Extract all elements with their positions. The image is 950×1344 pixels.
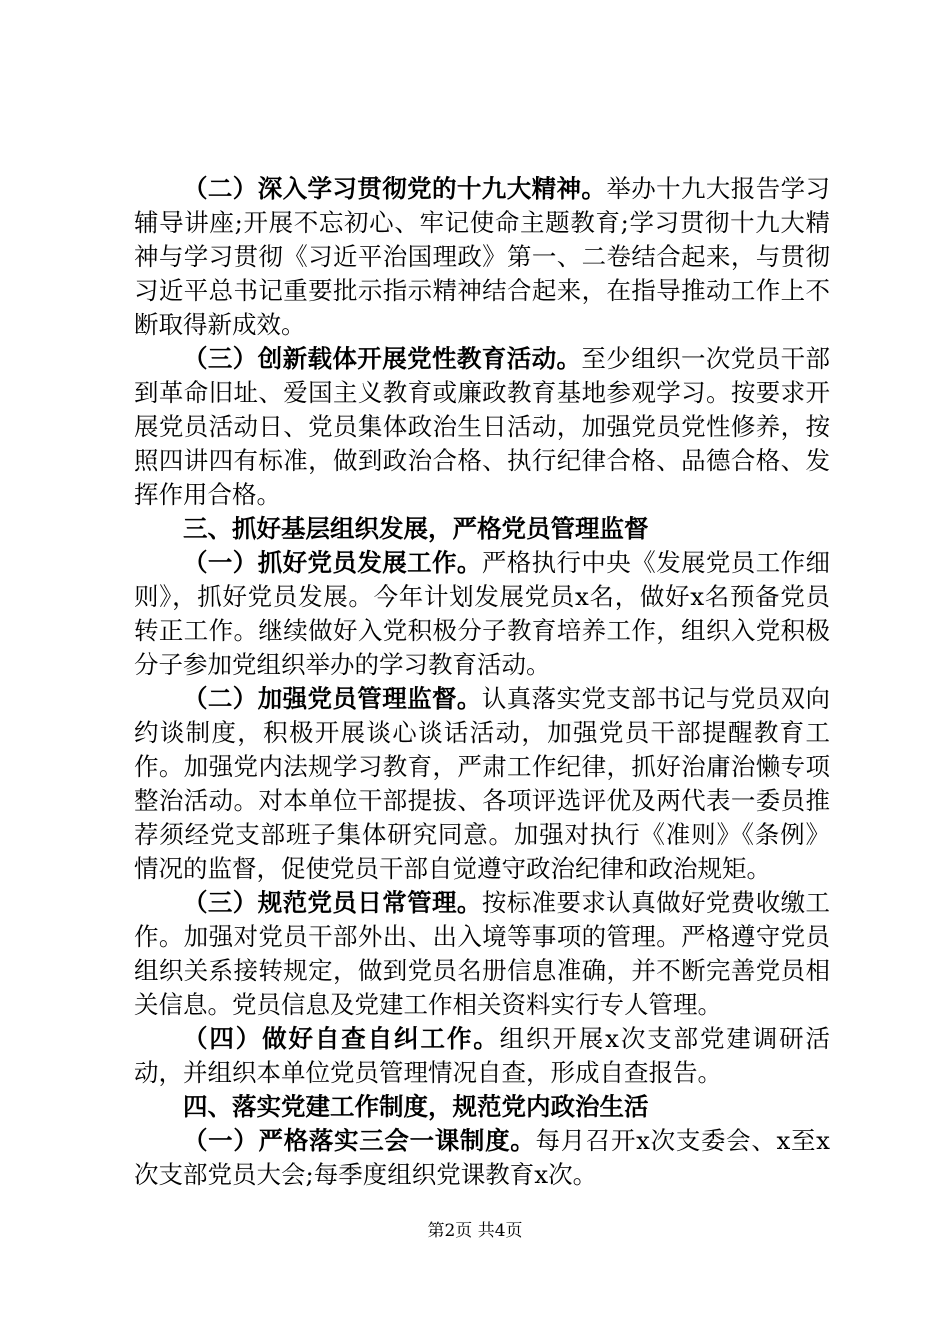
- paragraph: [134, 546, 830, 682]
- paragraph: [134, 1022, 830, 1090]
- paragraph-heading: （三）规范党员日常管理。: [183, 888, 482, 917]
- paragraph-body: 至少组织一次党员干部到革命旧址、爱国主义教育或廉政教育基地参观学习。按要求开展党员活动日、党员集体政治生日活动，加强党员党性修养，按照四讲四有标准，做到政治合格、执行纪律合格、品德合格、发挥作用合格。: [134, 344, 831, 509]
- paragraph: [134, 682, 830, 886]
- paragraph: [134, 1124, 830, 1192]
- paragraph-heading: （二）深入学习贯彻党的十九大精神。: [183, 174, 607, 203]
- paragraph: [134, 172, 830, 342]
- paragraph-heading: （一）抓好党员发展工作。: [183, 548, 482, 577]
- paragraph-body: 组织开展x次支部党建调研活动，并组织本单位党员管理情况自查，形成自查报告。: [134, 1024, 830, 1087]
- section-heading: 四、落实党建工作制度，规范党内政治生活: [183, 1092, 649, 1121]
- section-heading: 三、抓好基层组织发展，严格党员管理监督: [183, 514, 649, 543]
- paragraph-body: 认真落实党支部书记与党员双向约谈制度，积极开展谈心谈话活动，加强党员干部提醒教育工作。加强党内法规学习教育，严肃工作纪律，抓好治庸治懒专项整治活动。对本单位干部提拔、各项评选评优及两代表一委员推荐须经党支部班子集体研究同意。加强对执行《准则》《条例》情况的监督，促使党员干部自觉遵守政治纪律和政治规矩。: [134, 684, 831, 883]
- paragraph-heading: （四）做好自查自纠工作。: [183, 1024, 500, 1053]
- paragraph-heading: （一）严格落实三会一课制度。: [183, 1126, 536, 1155]
- paragraph-body: 每月召开x次支委会、x至x次支部党员大会;每季度组织党课教育x次。: [134, 1126, 831, 1189]
- paragraph: [134, 886, 830, 1022]
- paragraph: [134, 342, 830, 512]
- page-number-footer: 第2页 共4页: [427, 1221, 523, 1241]
- paragraph-heading: （二）加强党员管理监督。: [183, 684, 482, 713]
- paragraph-heading: （三）创新载体开展党性教育活动。: [183, 344, 582, 373]
- paragraph-body: 举办十九大报告学习辅导讲座;开展不忘初心、牢记使命主题教育;学习贯彻十九大精神与学习贯彻《习近平治国理政》第一、二卷结合起来，与贯彻习近平总书记重要批示指示精神结合起来，在指导推动工作上不断取得新成效。: [134, 174, 831, 339]
- paragraph-body: 严格执行中央《发展党员工作细则》，抓好党员发展。今年计划发展党员x名，做好x名预备党员转正工作。继续做好入党积极分子教育培养工作，组织入党积极分子参加党组织举办的学习教育活动。: [134, 548, 831, 679]
- document-body: [134, 172, 830, 1192]
- paragraph-body: 按标准要求认真做好党费收缴工作。加强对党员干部外出、出入境等事项的管理。严格遵守党员组织关系接转规定，做到党员名册信息准确，并不断完善党员相关信息。党员信息及党建工作相关资料实行专人管理。: [134, 888, 831, 1019]
